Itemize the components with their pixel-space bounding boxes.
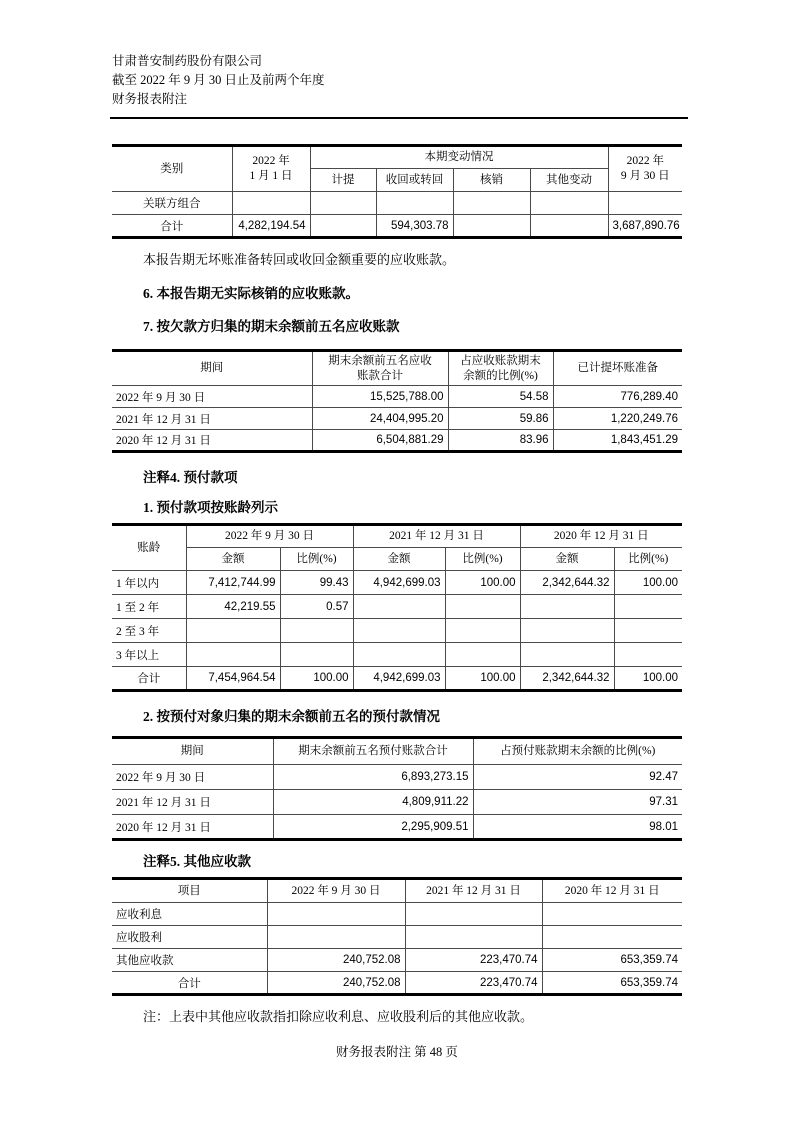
table-row — [112, 926, 682, 949]
cell — [353, 643, 445, 667]
row-label: 2022 年 9 月 30 日 — [112, 386, 312, 408]
cell — [614, 643, 682, 667]
table-row — [112, 949, 682, 972]
col-header-change-group: 本期变动情况 — [310, 146, 608, 169]
col-header-ratio: 比例(%) — [445, 548, 520, 571]
cell — [280, 643, 353, 667]
table-row — [112, 643, 682, 667]
table-row — [112, 192, 682, 215]
cell — [310, 215, 376, 238]
cell: 2,295,909.51 — [273, 815, 473, 840]
cell: 2,342,644.32 — [520, 571, 614, 595]
table-row — [112, 765, 682, 790]
company-name: 甘肃普安制药股份有限公司 — [112, 54, 263, 68]
table-row — [112, 903, 682, 926]
cell: 1,220,249.76 — [553, 408, 682, 430]
cell: 3,687,890.76 — [608, 215, 682, 238]
table-row — [112, 815, 682, 840]
cell: 83.96 — [448, 430, 553, 452]
col-header-amount: 金额 — [520, 548, 614, 571]
row-label: 应收股利 — [112, 926, 267, 949]
row-label: 3 年以上 — [112, 643, 186, 667]
other-receivables-table — [112, 877, 682, 996]
cell: 24,404,995.20 — [312, 408, 448, 430]
cell — [310, 192, 376, 215]
row-label: 1 年以内 — [112, 571, 186, 595]
cell: 594,303.78 — [376, 215, 453, 238]
cell: 1,843,451.29 — [553, 430, 682, 452]
cell: 653,359.74 — [542, 972, 682, 995]
cell — [232, 192, 310, 215]
cell: 7,454,964.54 — [186, 667, 280, 691]
cell: 4,942,699.03 — [353, 571, 445, 595]
cell — [280, 619, 353, 643]
cell: 240,752.08 — [267, 972, 405, 995]
document-header — [112, 52, 688, 109]
row-label: 关联方组合 — [112, 192, 232, 215]
table-row — [112, 571, 682, 595]
row-label: 合计 — [112, 972, 267, 995]
table-row — [112, 430, 682, 452]
report-period: 截至 2022 年 9 月 30 日止及前两个年度 — [112, 73, 325, 87]
col-header-period: 期间 — [112, 738, 273, 765]
heading-note4-item2: 2. 按预付对象归集的期末余额前五名的预付款情况 — [143, 709, 440, 724]
col-header-other: 其他变动 — [530, 169, 608, 192]
footnote-other-receivables: 注：上表中其他应收款指扣除应收利息、应收股利后的其他应收款。 — [143, 1009, 534, 1024]
cell: 100.00 — [280, 667, 353, 691]
cell — [453, 192, 530, 215]
col-header-ratio: 比例(%) — [614, 548, 682, 571]
cell: 653,359.74 — [542, 949, 682, 972]
col-header-period-2022: 2022 年 9 月 30 日 — [267, 879, 405, 903]
table-row-total — [112, 972, 682, 995]
row-label: 2 至 3 年 — [112, 619, 186, 643]
col-header-provision: 已计提坏账准备 — [553, 351, 682, 386]
cell: 100.00 — [614, 667, 682, 691]
table-row — [112, 386, 682, 408]
cell: 59.86 — [448, 408, 553, 430]
col-header-period-2020: 2020 年 12 月 31 日 — [520, 525, 682, 548]
row-label: 2020 年 12 月 31 日 — [112, 815, 273, 840]
row-label: 2020 年 12 月 31 日 — [112, 430, 312, 452]
cell: 7,412,744.99 — [186, 571, 280, 595]
header-divider — [110, 117, 688, 119]
cell — [614, 595, 682, 619]
cell — [520, 643, 614, 667]
cell: 54.58 — [448, 386, 553, 408]
col-header-accrual: 计提 — [310, 169, 376, 192]
cell — [186, 643, 280, 667]
col-header-line: 1 月 1 日 — [249, 170, 293, 182]
bad-debt-movement-table — [112, 144, 682, 239]
cell — [520, 595, 614, 619]
cell: 6,893,273.15 — [273, 765, 473, 790]
cell: 98.01 — [473, 815, 682, 840]
col-header-period-2021: 2021 年 12 月 31 日 — [405, 879, 542, 903]
cell — [614, 619, 682, 643]
table-row — [112, 619, 682, 643]
cell: 100.00 — [445, 571, 520, 595]
cell: 42,219.55 — [186, 595, 280, 619]
col-header-sep30 — [608, 146, 682, 192]
prepayments-aging-table — [112, 523, 682, 692]
col-header-line: 余额的比例(%) — [463, 369, 538, 382]
cell — [353, 619, 445, 643]
cell: 4,282,194.54 — [232, 215, 310, 238]
row-label: 合计 — [112, 667, 186, 691]
cell — [445, 643, 520, 667]
cell: 223,470.74 — [405, 972, 542, 995]
heading-item-7: 7. 按欠款方归集的期末余额前五名应收账款 — [143, 319, 400, 334]
col-header-line: 9 月 30 日 — [620, 170, 670, 182]
col-header-sum — [312, 351, 448, 386]
heading-note4-item1: 1. 预付款项按账龄列示 — [143, 500, 278, 515]
top5-prepayments-table — [112, 736, 682, 841]
table-row — [112, 595, 682, 619]
col-header-amount: 金额 — [353, 548, 445, 571]
top5-receivables-table — [112, 349, 682, 453]
cell: 4,942,699.03 — [353, 667, 445, 691]
cell: 4,809,911.22 — [273, 790, 473, 815]
document-type: 财务报表附注 — [112, 92, 188, 106]
cell: 97.31 — [473, 790, 682, 815]
col-header-line: 2022 年 — [626, 155, 664, 167]
cell: 100.00 — [445, 667, 520, 691]
cell — [353, 595, 445, 619]
row-label: 2022 年 9 月 30 日 — [112, 765, 273, 790]
row-label: 1 至 2 年 — [112, 595, 186, 619]
cell: 0.57 — [280, 595, 353, 619]
row-label: 应收利息 — [112, 903, 267, 926]
cell: 223,470.74 — [405, 949, 542, 972]
table-row — [112, 408, 682, 430]
cell — [186, 619, 280, 643]
col-header-category: 类别 — [112, 146, 232, 192]
col-header-ratio — [448, 351, 553, 386]
cell — [530, 192, 608, 215]
cell — [376, 192, 453, 215]
col-header-line: 2022 年 — [252, 155, 290, 167]
col-header-ratio: 占预付账款期末余额的比例(%) — [473, 738, 682, 765]
cell: 15,525,788.00 — [312, 386, 448, 408]
row-label: 2021 年 12 月 31 日 — [112, 408, 312, 430]
cell: 2,342,644.32 — [520, 667, 614, 691]
heading-item-6: 6. 本报告期无实际核销的应收账款。 — [143, 286, 359, 301]
col-header-period-2020: 2020 年 12 月 31 日 — [542, 879, 682, 903]
row-label: 其他应收款 — [112, 949, 267, 972]
cell: 240,752.08 — [267, 949, 405, 972]
cell — [530, 215, 608, 238]
col-header-line: 占应收账款期末 — [460, 354, 541, 367]
col-header-period-2022: 2022 年 9 月 30 日 — [186, 525, 353, 548]
cell — [405, 926, 542, 949]
cell: 776,289.40 — [553, 386, 682, 408]
col-header-aging: 账龄 — [112, 525, 186, 571]
heading-note4: 注释4. 预付款项 — [143, 470, 238, 485]
cell: 99.43 — [280, 571, 353, 595]
heading-note5: 注释5. 其他应收款 — [143, 854, 251, 869]
cell — [453, 215, 530, 238]
table-row — [112, 790, 682, 815]
cell — [445, 619, 520, 643]
col-header-recover: 收回或转回 — [376, 169, 453, 192]
col-header-writeoff: 核销 — [453, 169, 530, 192]
col-header-item: 项目 — [112, 879, 267, 903]
col-header-amount: 金额 — [186, 548, 280, 571]
col-header-period-2021: 2021 年 12 月 31 日 — [353, 525, 520, 548]
cell: 6,504,881.29 — [312, 430, 448, 452]
col-header-sum: 期末余额前五名预付账款合计 — [273, 738, 473, 765]
cell — [405, 903, 542, 926]
page-footer: 财务报表附注 第 48 页 — [336, 1045, 458, 1059]
paragraph-no-reversal: 本报告期无坏账准备转回或收回金额重要的应收账款。 — [143, 252, 456, 267]
cell — [445, 595, 520, 619]
cell — [520, 619, 614, 643]
cell — [267, 903, 405, 926]
cell: 92.47 — [473, 765, 682, 790]
cell — [542, 926, 682, 949]
cell — [608, 192, 682, 215]
cell — [267, 926, 405, 949]
col-header-line: 账款合计 — [357, 369, 403, 382]
row-label: 合计 — [112, 215, 232, 238]
cell: 100.00 — [614, 571, 682, 595]
cell — [542, 903, 682, 926]
table-row-total — [112, 215, 682, 238]
table-row-total — [112, 667, 682, 691]
col-header-line: 期末余额前五名应收 — [328, 354, 432, 367]
col-header-jan1 — [232, 146, 310, 192]
col-header-period: 期间 — [112, 351, 312, 386]
row-label: 2021 年 12 月 31 日 — [112, 790, 273, 815]
col-header-ratio: 比例(%) — [280, 548, 353, 571]
